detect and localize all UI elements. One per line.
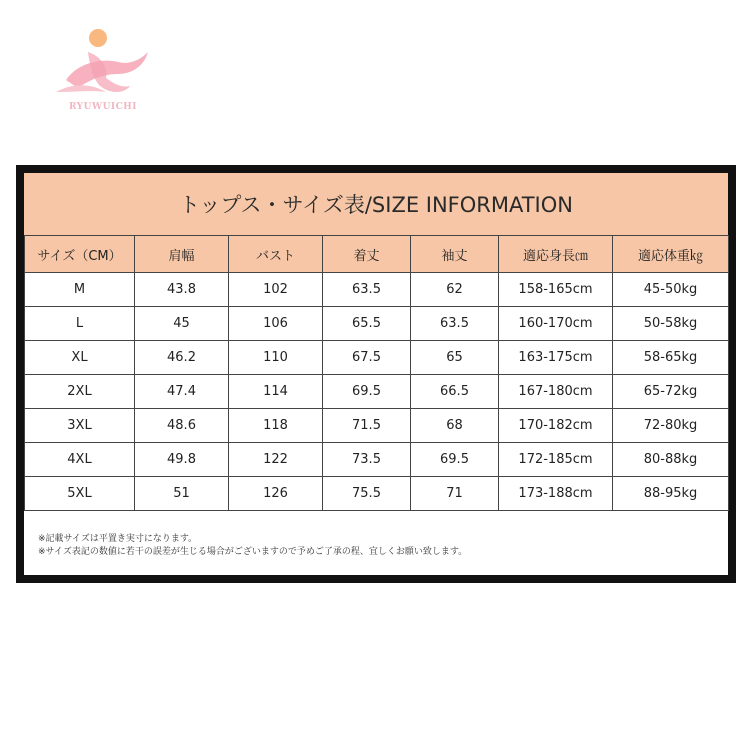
- cell-height: 167-180cm: [499, 375, 613, 409]
- header-height: 適応身長㎝: [499, 236, 613, 273]
- cell-sleeve: 68: [411, 409, 499, 443]
- cell-height: 170-182cm: [499, 409, 613, 443]
- cell-bust: 126: [229, 477, 323, 511]
- cell-length: 65.5: [323, 307, 411, 341]
- note-measurement: ※記載サイズは平置き実寸になります。: [38, 534, 198, 544]
- header-size: サイズ（CM）: [25, 236, 135, 273]
- table-header-row: [25, 236, 729, 273]
- cell-bust: 102: [229, 273, 323, 307]
- cell-size: M: [25, 273, 135, 307]
- cell-shoulder: 51: [135, 477, 229, 511]
- header-length: 着丈: [323, 236, 411, 273]
- cell-size: 2XL: [25, 375, 135, 409]
- cell-length: 71.5: [323, 409, 411, 443]
- cell-bust: 110: [229, 341, 323, 375]
- cell-size: 3XL: [25, 409, 135, 443]
- cell-weight: 65-72kg: [613, 375, 729, 409]
- table-row: [25, 443, 729, 477]
- table-row: [25, 341, 729, 375]
- cell-length: 67.5: [323, 341, 411, 375]
- cell-shoulder: 43.8: [135, 273, 229, 307]
- cell-height: 158-165cm: [499, 273, 613, 307]
- cell-weight: 45-50kg: [613, 273, 729, 307]
- cell-height: 160-170cm: [499, 307, 613, 341]
- notes: [38, 533, 467, 559]
- header-bust: バスト: [229, 236, 323, 273]
- cell-sleeve: 62: [411, 273, 499, 307]
- cell-sleeve: 71: [411, 477, 499, 511]
- cell-weight: 88-95kg: [613, 477, 729, 511]
- cell-size: XL: [25, 341, 135, 375]
- cell-shoulder: 48.6: [135, 409, 229, 443]
- cell-weight: 72-80kg: [613, 409, 729, 443]
- brand-logo: [48, 22, 158, 122]
- cell-shoulder: 47.4: [135, 375, 229, 409]
- cell-weight: 50-58kg: [613, 307, 729, 341]
- cell-size: L: [25, 307, 135, 341]
- cell-length: 63.5: [323, 273, 411, 307]
- cell-sleeve: 65: [411, 341, 499, 375]
- table-row: [25, 477, 729, 511]
- brand-text: RYUWUICHI: [68, 102, 138, 112]
- cell-sleeve: 66.5: [411, 375, 499, 409]
- cell-sleeve: 69.5: [411, 443, 499, 477]
- cell-shoulder: 49.8: [135, 443, 229, 477]
- cell-length: 73.5: [323, 443, 411, 477]
- cell-weight: 58-65kg: [613, 341, 729, 375]
- cell-shoulder: 46.2: [135, 341, 229, 375]
- header-weight: 適応体重㎏: [613, 236, 729, 273]
- cell-length: 75.5: [323, 477, 411, 511]
- cell-height: 172-185cm: [499, 443, 613, 477]
- cell-bust: 114: [229, 375, 323, 409]
- cell-length: 69.5: [323, 375, 411, 409]
- cell-height: 163-175cm: [499, 341, 613, 375]
- size-table: [24, 235, 729, 511]
- cell-weight: 80-88kg: [613, 443, 729, 477]
- size-chart-panel: [24, 173, 728, 575]
- cell-size: 5XL: [25, 477, 135, 511]
- cell-bust: 118: [229, 409, 323, 443]
- table-row: [25, 409, 729, 443]
- runner-logo-icon: [48, 22, 158, 104]
- cell-size: 4XL: [25, 443, 135, 477]
- size-chart-frame: [16, 165, 736, 583]
- cell-bust: 122: [229, 443, 323, 477]
- header-shoulder: 肩幅: [135, 236, 229, 273]
- cell-bust: 106: [229, 307, 323, 341]
- cell-sleeve: 63.5: [411, 307, 499, 341]
- table-row: [25, 307, 729, 341]
- table-row: [25, 273, 729, 307]
- header-sleeve: 袖丈: [411, 236, 499, 273]
- table-row: [25, 375, 729, 409]
- cell-shoulder: 45: [135, 307, 229, 341]
- cell-height: 173-188cm: [499, 477, 613, 511]
- chart-title: トップス・サイズ表/SIZE INFORMATION: [24, 173, 728, 235]
- note-disclaimer: ※サイズ表記の数値に若干の誤差が生じる場合がございますので予めご了承の程、宜しくお願い致します。: [38, 547, 468, 557]
